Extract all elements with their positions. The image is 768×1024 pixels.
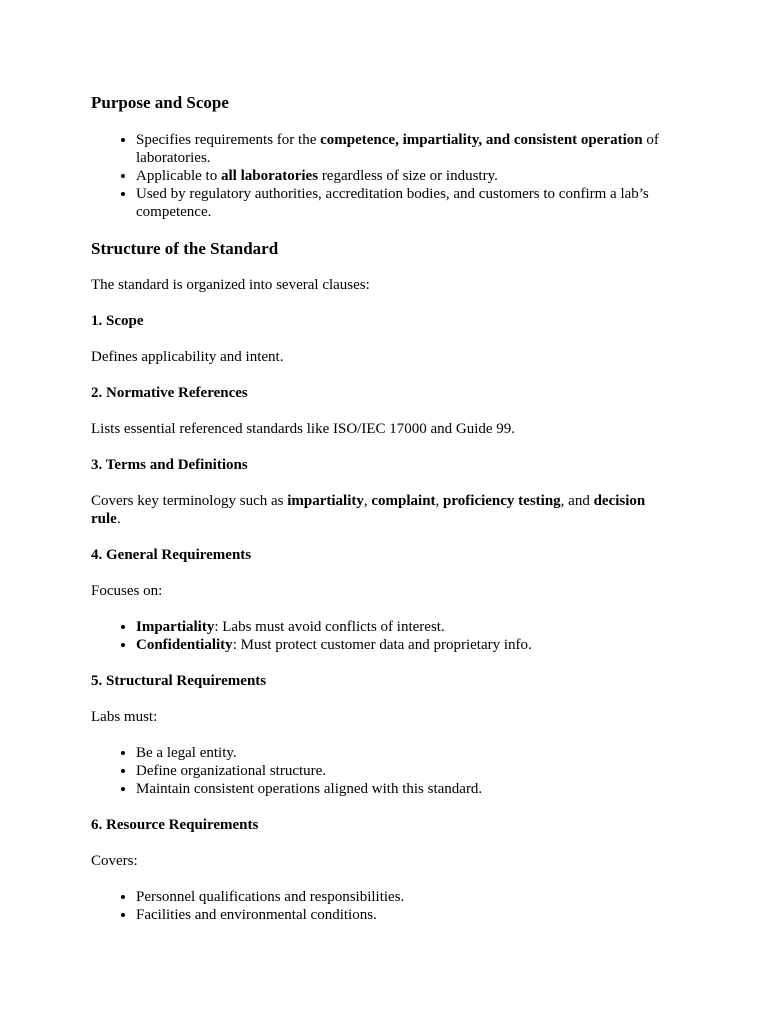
general-heading: 4. General Requirements [91, 547, 252, 563]
list-item: • Specifies requirements for the competence, impartiality, and consistent operation of laboratories. [136, 131, 676, 167]
normative-text: Lists essential referenced standards like ISO/IEC 17000 and Guide 99. [91, 421, 516, 437]
list-item: • Applicable to all laboratories regardless of size or industry. [136, 167, 676, 185]
structural-intro: Labs must: [91, 709, 158, 725]
scope-heading: 1. Scope [91, 313, 144, 329]
list-item: • Be a legal entity. [136, 744, 676, 762]
structural-list [91, 744, 676, 798]
document-body [91, 93, 676, 924]
purpose-list [91, 131, 676, 221]
general-intro: Focuses on: [91, 583, 163, 599]
list-item: • Personnel qualifications and responsibilities. [136, 888, 676, 906]
terms-text: Covers key terminology such as impartiality, complaint, proficiency testing, and decision rule. [91, 493, 646, 527]
resource-heading: 6. Resource Requirements [91, 817, 259, 833]
list-item: • Maintain consistent operations aligned with this standard. [136, 780, 676, 798]
purpose-heading: Purpose and Scope [91, 93, 229, 112]
terms-heading: 3. Terms and Definitions [91, 457, 248, 473]
structure-intro: The standard is organized into several clauses: [91, 277, 370, 293]
scope-text: Defines applicability and intent. [91, 349, 284, 365]
resource-list [91, 888, 676, 924]
structural-heading: 5. Structural Requirements [91, 673, 267, 689]
list-item: • Used by regulatory authorities, accreditation bodies, and customers to confirm a lab’s competence. [136, 185, 676, 221]
list-item: • Facilities and environmental conditions. [136, 906, 676, 924]
resource-intro: Covers: [91, 853, 138, 869]
list-item: • Define organizational structure. [136, 762, 676, 780]
normative-heading: 2. Normative References [91, 385, 248, 401]
list-item: • Impartiality: Labs must avoid conflicts of interest. [136, 618, 676, 636]
general-list [91, 618, 676, 654]
list-item: • Confidentiality: Must protect customer data and proprietary info. [136, 636, 676, 654]
structure-heading: Structure of the Standard [91, 239, 279, 258]
